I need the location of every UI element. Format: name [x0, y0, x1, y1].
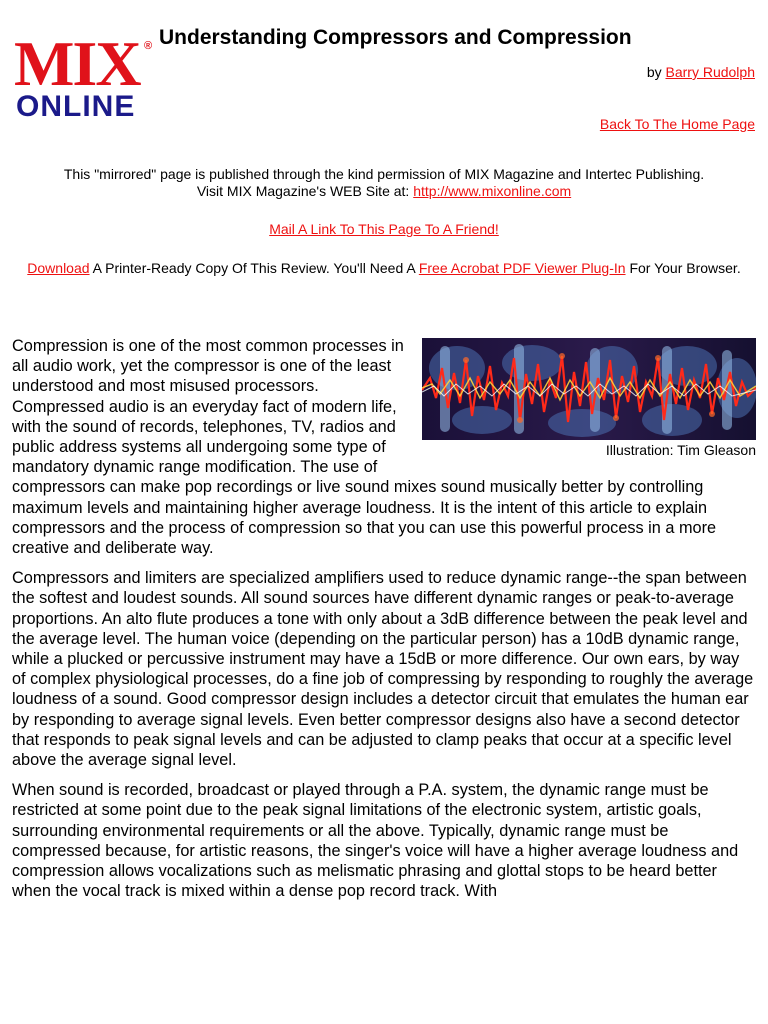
mail-link-container — [0, 221, 768, 238]
permission-notice — [0, 166, 768, 200]
article-paragraph: Compression is one of the most common processes in all audio work, yet the compressor is one of the least understood and most misused processors. Compressed audio is an everyday fact of modern life, with the sound of records, telephones, TV, radios and public address systems all undergoing some type of mandatory dynamic range modification. The use of compressors can make pop recordings or live sound mixes sound musically better by controlling maximum levels and maintaining higher average loudness. It is the intent of this article to explain compressors and the process of compression so that you can use this powerful process in a more creative and deliberate way. — [12, 337, 717, 558]
author-link[interactable]: Barry Rudolph — [665, 64, 755, 80]
visit-site-prefix: Visit MIX Magazine's WEB Site at: — [196, 183, 410, 199]
back-home-container — [600, 116, 755, 132]
byline-prefix: by — [646, 64, 662, 80]
mixonline-url-link[interactable]: http://www.mixonline.com — [413, 183, 572, 199]
byline — [647, 64, 755, 80]
article-figure — [422, 338, 756, 458]
article-paragraph: Compressors and limiters are specialized amplifiers used to reduce dynamic range--the span between the softest and loudest sounds. All sound sources have different dynamic ranges or peak-to-average proportions. An alto flute produces a tone with only about a 3dB difference between the peak level and the average level. The human voice (depending on the particular person) has a 10dB dynamic range, while a plucked or percussive instrument may have a 15dB or more difference. Our own ears, by way of complex physiological processes, do a fine job of compressing by responding to roughly the average loudness of a sound. Good compressor design includes a detector circuit that emulates the human ear by responding to average signal levels. Even better compressor designs also have a second detector that responds to peak signal levels and can be adjusted to clamp peaks that occur at a specific level above the average signal level. — [12, 569, 754, 770]
permission-line: This "mirrored" page is published through the kind permission of MIX Magazine and Intertec Publishing. — [63, 166, 705, 182]
compression-illustration-image — [422, 338, 756, 440]
page-title: Understanding Compressors and Compression — [159, 26, 632, 49]
article-body — [12, 336, 756, 911]
acrobat-plugin-link[interactable]: Free Acrobat PDF Viewer Plug-In — [418, 260, 626, 276]
download-link[interactable]: Download — [27, 260, 90, 276]
back-home-link[interactable]: Back To The Home Page — [599, 116, 755, 132]
figure-caption: Illustration: Tim Gleason — [605, 442, 756, 458]
download-text-end: For Your Browser. — [629, 260, 741, 276]
logo-online-text: ONLINE — [16, 90, 136, 123]
article-paragraph: When sound is recorded, broadcast or played through a P.A. system, the dynamic range must be restricted at some point due to the peak signal limitations of the electronic system, artistic goals, surrounding environmental requirements or all the above. Typically, dynamic range must be compressed because, for artistic reasons, the singer's voice will have a higher average loudness and compression allows vocalizations such as melismatic phrasing and glottal stops to be heard better when the vocal track is mixed within a dense pop record track. With — [12, 781, 739, 901]
download-text: A Printer-Ready Copy Of This Review. You'll Need A — [92, 260, 415, 276]
mix-online-logo — [14, 28, 159, 128]
mail-link[interactable]: Mail A Link To This Page To A Friend! — [269, 221, 499, 237]
visit-site-line — [0, 183, 768, 200]
download-notice — [20, 260, 748, 277]
logo-mix-text: MIX — [14, 28, 140, 99]
logo-registered-mark: ® — [144, 40, 153, 52]
